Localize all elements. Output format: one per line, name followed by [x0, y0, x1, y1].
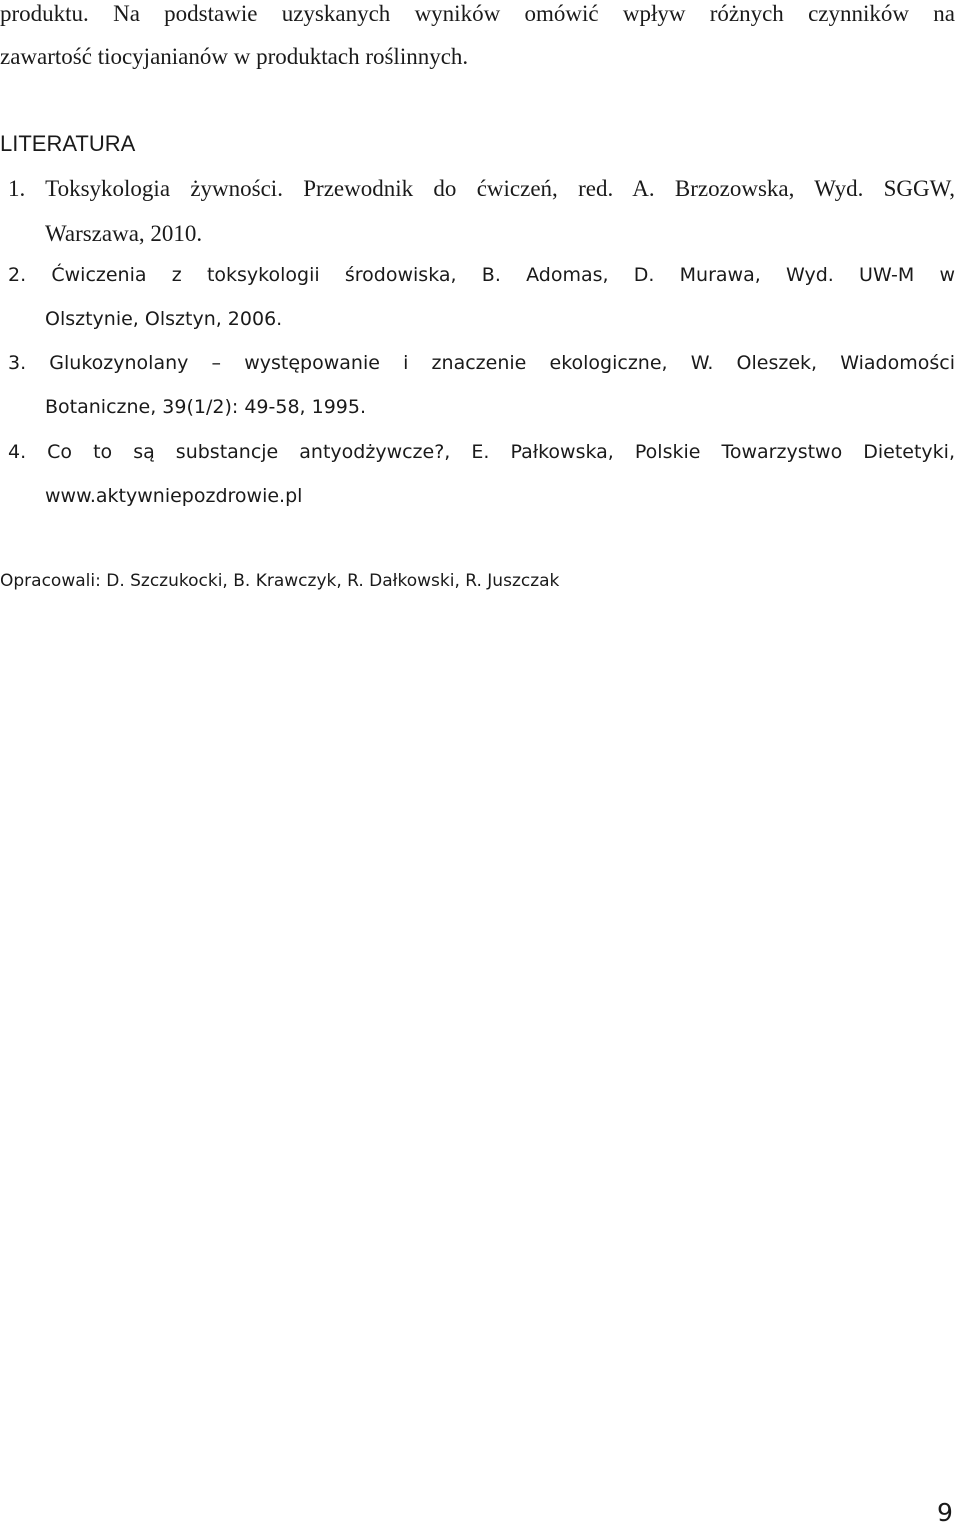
- authors-note: Opracowali: D. Szczukocki, B. Krawczyk, R. Dałkowski, R. Juszczak: [0, 571, 560, 591]
- body-text-line: zawartość tiocyjanianów w produktach roślinnych.: [0, 44, 469, 69]
- page-number: 9: [937, 1498, 953, 1527]
- reference-item-3-line2: Botaniczne, 39(1/2): 49-58, 1995.: [45, 396, 367, 418]
- reference-item-3-line1: 3. Glukozynolany – występowanie i znaczenie ekologiczne, W. Oleszek, Wiadomości: [8, 352, 955, 374]
- reference-item-2-line1: 2. Ćwiczenia z toksykologii środowiska, B. Adomas, D. Murawa, Wyd. UW-M w: [8, 264, 955, 286]
- reference-item-4-line2: www.aktywniepozdrowie.pl: [45, 485, 303, 507]
- reference-item-4-line1: 4. Co to są substancje antyodżywcze?, E. Pałkowska, Polskie Towarzystwo Dietetyki,: [8, 441, 955, 463]
- reference-item-2-line2: Olsztynie, Olsztyn, 2006.: [45, 308, 283, 330]
- reference-item-1-line1: 1. Toksykologia żywności. Przewodnik do ćwiczeń, red. A. Brzozowska, Wyd. SGGW,: [8, 176, 955, 201]
- section-heading: LITERATURA: [0, 131, 136, 156]
- reference-item-1-line2: Warszawa, 2010.: [45, 221, 203, 246]
- body-text-line: produktu. Na podstawie uzyskanych wyników omówić wpływ różnych czynników na: [0, 1, 955, 26]
